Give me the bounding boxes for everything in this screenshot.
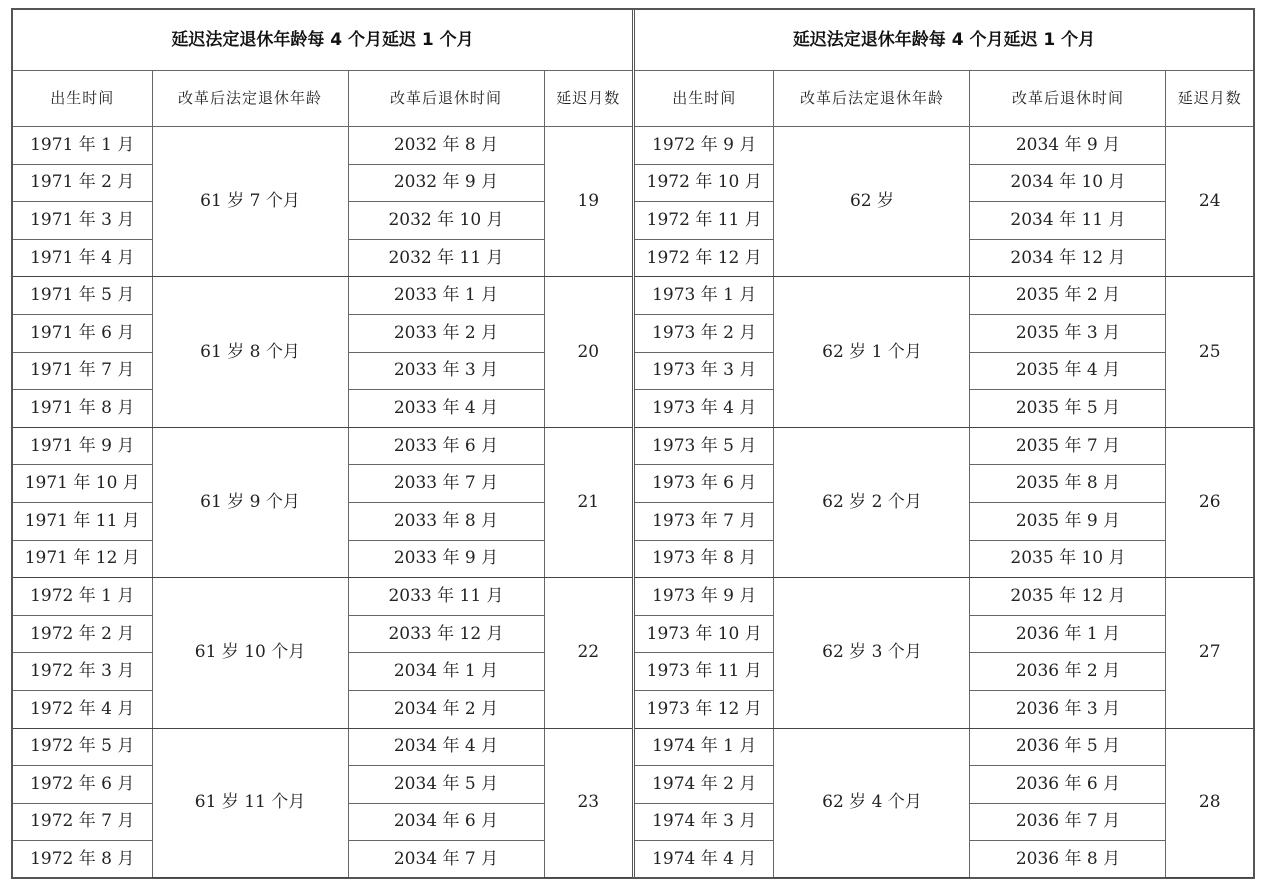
birth-time-cell: 1972 年 1 月	[13, 578, 152, 616]
retire-time-cell: 2035 年 5 月	[970, 390, 1166, 428]
birth-time-cell: 1973 年 12 月	[635, 690, 774, 728]
header-new-retire-time: 改革后退休时间	[970, 71, 1166, 127]
left-panel	[13, 10, 633, 877]
birth-time-cell: 1973 年 7 月	[635, 502, 774, 540]
table-row	[635, 578, 1253, 616]
delay-months-cell: 19	[544, 127, 632, 277]
birth-time-cell: 1972 年 3 月	[13, 653, 152, 691]
retire-time-cell: 2033 年 11 月	[348, 578, 544, 616]
retire-time-cell: 2033 年 6 月	[348, 427, 544, 465]
table-row	[13, 578, 632, 616]
table-row	[13, 427, 632, 465]
retire-time-cell: 2034 年 4 月	[348, 728, 544, 766]
retire-time-cell: 2033 年 1 月	[348, 277, 544, 315]
header-new-retire-age: 改革后法定退休年龄	[152, 71, 348, 127]
birth-time-cell: 1971 年 3 月	[13, 202, 152, 240]
retire-time-cell: 2036 年 3 月	[970, 690, 1166, 728]
delay-months-cell: 27	[1166, 578, 1253, 728]
retire-time-cell: 2033 年 8 月	[348, 502, 544, 540]
retire-time-cell: 2034 年 12 月	[970, 239, 1166, 277]
delay-months-cell: 25	[1166, 277, 1253, 427]
retire-age-cell: 62 岁	[774, 127, 970, 277]
header-delay-months: 延迟月数	[1166, 71, 1253, 127]
retire-time-cell: 2036 年 2 月	[970, 653, 1166, 691]
birth-time-cell: 1972 年 12 月	[635, 239, 774, 277]
birth-time-cell: 1974 年 2 月	[635, 766, 774, 804]
delay-months-cell: 26	[1166, 427, 1253, 577]
birth-time-cell: 1973 年 6 月	[635, 465, 774, 503]
retire-age-cell: 62 岁 1 个月	[774, 277, 970, 427]
birth-time-cell: 1973 年 9 月	[635, 578, 774, 616]
table-row	[13, 277, 632, 315]
birth-time-cell: 1971 年 9 月	[13, 427, 152, 465]
retire-time-cell: 2034 年 6 月	[348, 803, 544, 841]
delay-months-cell: 22	[544, 578, 632, 728]
retire-time-cell: 2036 年 7 月	[970, 803, 1166, 841]
retire-time-cell: 2034 年 1 月	[348, 653, 544, 691]
birth-time-cell: 1974 年 3 月	[635, 803, 774, 841]
birth-time-cell: 1973 年 4 月	[635, 390, 774, 428]
retire-age-cell: 61 岁 8 个月	[152, 277, 348, 427]
birth-time-cell: 1971 年 1 月	[13, 127, 152, 165]
birth-time-cell: 1972 年 5 月	[13, 728, 152, 766]
header-new-retire-time: 改革后退休时间	[348, 71, 544, 127]
retire-time-cell: 2034 年 7 月	[348, 841, 544, 878]
retire-time-cell: 2035 年 2 月	[970, 277, 1166, 315]
table-row	[635, 127, 1253, 165]
retire-time-cell: 2035 年 7 月	[970, 427, 1166, 465]
retire-time-cell: 2032 年 9 月	[348, 164, 544, 202]
birth-time-cell: 1974 年 1 月	[635, 728, 774, 766]
retire-time-cell: 2034 年 5 月	[348, 766, 544, 804]
delay-months-cell: 21	[544, 427, 632, 577]
retire-time-cell: 2036 年 6 月	[970, 766, 1166, 804]
birth-time-cell: 1971 年 2 月	[13, 164, 152, 202]
header-birth-time: 出生时间	[635, 71, 774, 127]
retire-time-cell: 2036 年 5 月	[970, 728, 1166, 766]
retire-time-cell: 2033 年 9 月	[348, 540, 544, 578]
retirement-table	[11, 8, 1255, 879]
retire-age-cell: 61 岁 9 个月	[152, 427, 348, 577]
birth-time-cell: 1971 年 11 月	[13, 502, 152, 540]
table-row	[635, 728, 1253, 766]
retire-age-cell: 62 岁 2 个月	[774, 427, 970, 577]
retire-time-cell: 2034 年 9 月	[970, 127, 1166, 165]
right-table	[635, 10, 1253, 878]
birth-time-cell: 1972 年 11 月	[635, 202, 774, 240]
panel-title: 延迟法定退休年龄每 4 个月延迟 1 个月	[13, 10, 632, 71]
birth-time-cell: 1973 年 3 月	[635, 352, 774, 390]
birth-time-cell: 1973 年 8 月	[635, 540, 774, 578]
birth-time-cell: 1973 年 10 月	[635, 615, 774, 653]
retire-age-cell: 61 岁 10 个月	[152, 578, 348, 728]
retire-time-cell: 2033 年 4 月	[348, 390, 544, 428]
retire-age-cell: 62 岁 3 个月	[774, 578, 970, 728]
birth-time-cell: 1973 年 2 月	[635, 314, 774, 352]
birth-time-cell: 1971 年 4 月	[13, 239, 152, 277]
birth-time-cell: 1972 年 10 月	[635, 164, 774, 202]
retire-time-cell: 2035 年 3 月	[970, 314, 1166, 352]
birth-time-cell: 1973 年 1 月	[635, 277, 774, 315]
birth-time-cell: 1971 年 5 月	[13, 277, 152, 315]
retire-time-cell: 2036 年 8 月	[970, 841, 1166, 878]
retire-time-cell: 2035 年 9 月	[970, 502, 1166, 540]
delay-months-cell: 28	[1166, 728, 1253, 878]
retire-time-cell: 2035 年 12 月	[970, 578, 1166, 616]
birth-time-cell: 1972 年 9 月	[635, 127, 774, 165]
retire-time-cell: 2033 年 3 月	[348, 352, 544, 390]
panel-title: 延迟法定退休年龄每 4 个月延迟 1 个月	[635, 10, 1253, 71]
retire-time-cell: 2035 年 10 月	[970, 540, 1166, 578]
retire-time-cell: 2034 年 11 月	[970, 202, 1166, 240]
retire-age-cell: 61 岁 11 个月	[152, 728, 348, 878]
birth-time-cell: 1972 年 6 月	[13, 766, 152, 804]
table-row	[635, 277, 1253, 315]
left-table	[13, 10, 632, 878]
retire-time-cell: 2034 年 10 月	[970, 164, 1166, 202]
retire-time-cell: 2032 年 8 月	[348, 127, 544, 165]
right-table-body	[635, 127, 1253, 878]
retire-time-cell: 2036 年 1 月	[970, 615, 1166, 653]
right-panel	[634, 10, 1253, 877]
birth-time-cell: 1973 年 11 月	[635, 653, 774, 691]
birth-time-cell: 1972 年 4 月	[13, 690, 152, 728]
delay-months-cell: 20	[544, 277, 632, 427]
header-new-retire-age: 改革后法定退休年龄	[774, 71, 970, 127]
retire-time-cell: 2032 年 11 月	[348, 239, 544, 277]
birth-time-cell: 1971 年 12 月	[13, 540, 152, 578]
retire-time-cell: 2035 年 4 月	[970, 352, 1166, 390]
header-delay-months: 延迟月数	[544, 71, 632, 127]
retire-time-cell: 2032 年 10 月	[348, 202, 544, 240]
table-row	[13, 127, 632, 165]
left-table-body	[13, 127, 632, 878]
birth-time-cell: 1971 年 7 月	[13, 352, 152, 390]
delay-months-cell: 24	[1166, 127, 1253, 277]
birth-time-cell: 1972 年 2 月	[13, 615, 152, 653]
retire-age-cell: 62 岁 4 个月	[774, 728, 970, 878]
header-birth-time: 出生时间	[13, 71, 152, 127]
birth-time-cell: 1971 年 10 月	[13, 465, 152, 503]
retire-time-cell: 2035 年 8 月	[970, 465, 1166, 503]
birth-time-cell: 1971 年 8 月	[13, 390, 152, 428]
birth-time-cell: 1973 年 5 月	[635, 427, 774, 465]
birth-time-cell: 1974 年 4 月	[635, 841, 774, 878]
table-row	[13, 728, 632, 766]
retire-time-cell: 2033 年 2 月	[348, 314, 544, 352]
birth-time-cell: 1971 年 6 月	[13, 314, 152, 352]
birth-time-cell: 1972 年 8 月	[13, 841, 152, 878]
birth-time-cell: 1972 年 7 月	[13, 803, 152, 841]
delay-months-cell: 23	[544, 728, 632, 878]
retire-age-cell: 61 岁 7 个月	[152, 127, 348, 277]
table-row	[635, 427, 1253, 465]
retire-time-cell: 2033 年 12 月	[348, 615, 544, 653]
retire-time-cell: 2033 年 7 月	[348, 465, 544, 503]
retire-time-cell: 2034 年 2 月	[348, 690, 544, 728]
